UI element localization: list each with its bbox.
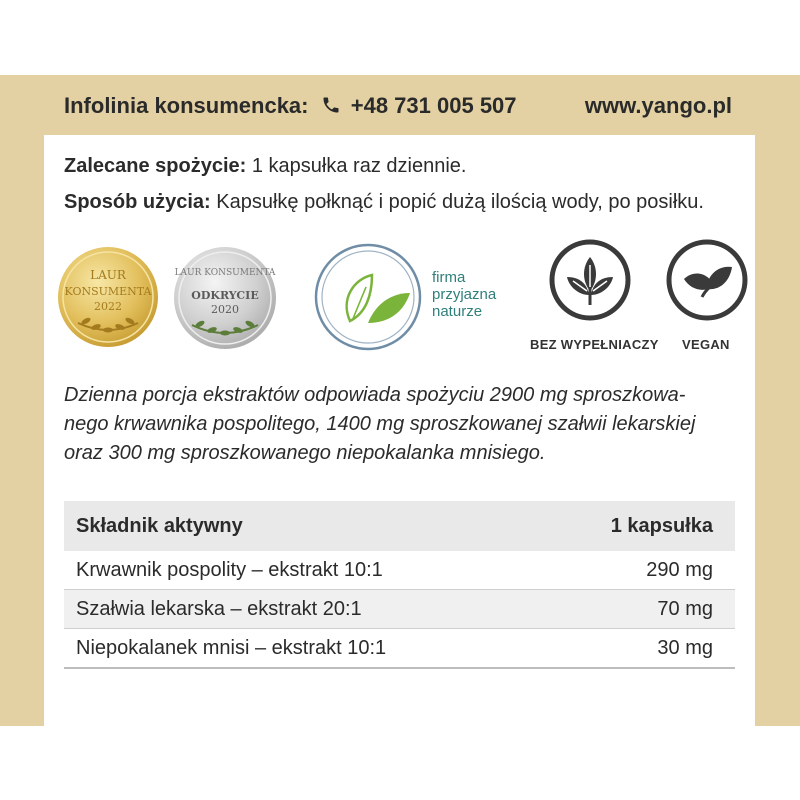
table-row — [64, 629, 735, 667]
eco-line1: firma — [432, 269, 466, 286]
description-line: nego krwawnika pospolitego, 1400 mg sproszkowanej szałwii lekarskiej — [64, 413, 696, 435]
laur-gold-year: 2022 — [94, 300, 122, 313]
recommended-dose — [64, 155, 466, 178]
ingredient-name: Krwawnik pospolity – ekstrakt 10:1 — [76, 558, 383, 581]
method-label: Sposób użycia: — [64, 191, 211, 213]
table-header — [64, 501, 735, 551]
hotline — [64, 93, 517, 119]
badges-row — [44, 235, 755, 375]
ingredient-name: Niepokalanek mnisi – ekstrakt 10:1 — [76, 636, 387, 659]
ingredient-name: Szałwia lekarska – ekstrakt 20:1 — [76, 597, 362, 620]
column-header-ingredient: Składnik aktywny — [76, 514, 243, 537]
laur-gold-line1: LAUR — [90, 268, 126, 282]
ingredient-amount: 290 mg — [646, 558, 713, 581]
table-row — [64, 551, 735, 590]
eco-line3: naturze — [432, 303, 483, 320]
phone-icon — [321, 95, 341, 115]
table-body — [64, 551, 735, 669]
laur-silver-year: 2020 — [211, 303, 239, 316]
vegan-leaf-icon — [666, 239, 748, 321]
no-fillers-label: BEZ WYPEŁNIACZY — [530, 337, 659, 352]
eco-line2: przyjazna — [432, 286, 497, 303]
laur-silver-line: ODKRYCIE — [191, 289, 259, 302]
laur-silver-top: LAUR KONSUMENTA — [174, 268, 276, 278]
description-line: Dzienna porcja ekstraktów odpowiada spożyciu 2900 mg sproszkowa- — [64, 384, 686, 406]
method-text: Kapsułkę połknąć i popić dużą ilością wody, po posiłku. — [210, 191, 704, 213]
ingredient-amount: 70 mg — [657, 597, 713, 620]
laur-konsumenta-2022-badge — [56, 245, 160, 349]
header-bar — [0, 75, 800, 135]
laur-konsumenta-odkrycie-2020-badge — [172, 245, 278, 351]
column-header-amount: 1 kapsułka — [610, 514, 713, 537]
description-line: oraz 300 mg sproszkowanego niepokalanka mnisiego. — [64, 442, 546, 464]
phone-number: +48 731 005 507 — [350, 93, 517, 118]
content-panel — [44, 135, 755, 726]
website-link[interactable]: www.yango.pl — [584, 93, 732, 118]
eco-leaf-icon — [310, 239, 430, 355]
extract-description — [64, 381, 744, 468]
eco-text — [432, 269, 496, 320]
dose-label: Zalecane spożycie: — [64, 155, 247, 177]
hotline-label: Infolinia konsumencka: — [64, 93, 309, 118]
ingredient-amount: 30 mg — [657, 636, 713, 659]
table-row — [64, 590, 735, 629]
vegan-label: VEGAN — [682, 337, 730, 352]
laur-gold-line2: KONSUMENTA — [64, 285, 152, 298]
leaves-icon — [549, 239, 631, 321]
usage-method — [64, 191, 704, 214]
ingredients-table — [64, 501, 735, 669]
dose-text: 1 kapsułka raz dziennie. — [246, 155, 467, 177]
